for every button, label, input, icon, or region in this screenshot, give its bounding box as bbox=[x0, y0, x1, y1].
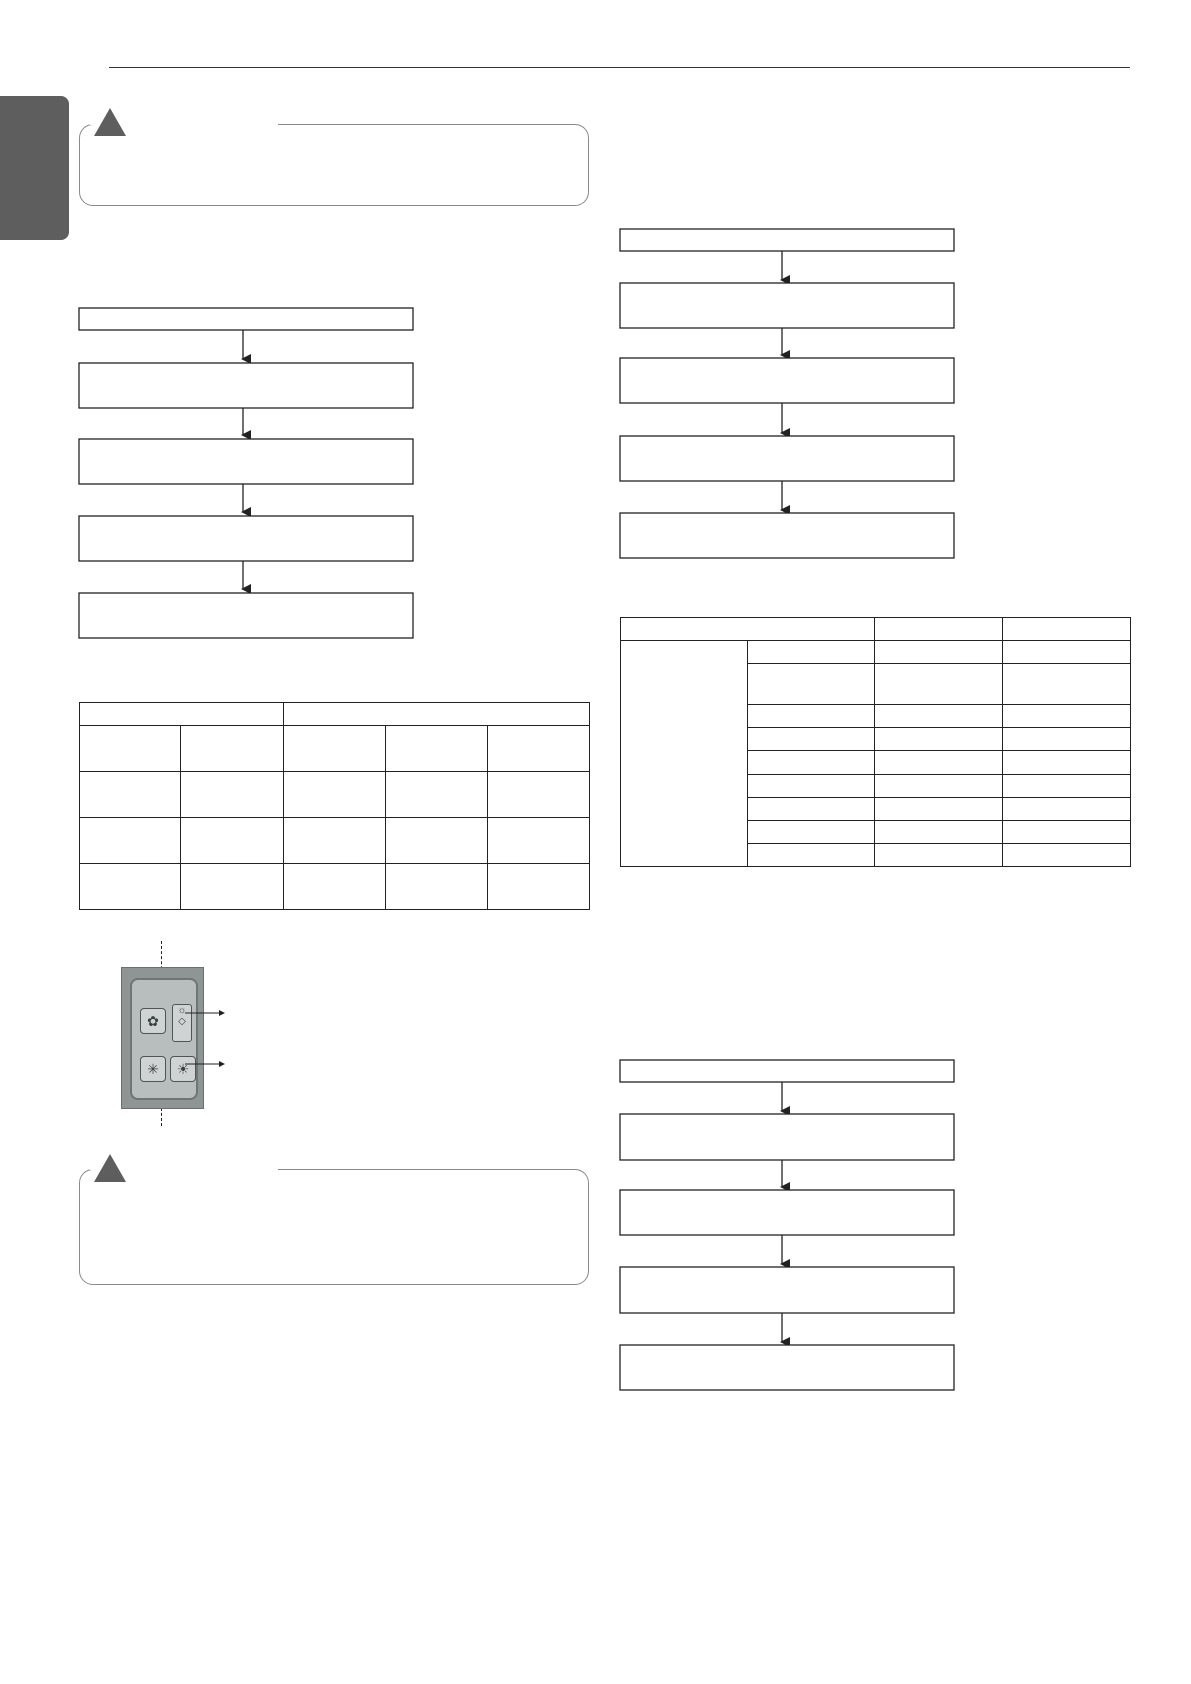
table-cell bbox=[748, 775, 875, 798]
table-cell bbox=[875, 844, 1003, 867]
table-cell bbox=[748, 705, 875, 728]
flow-step-4 bbox=[620, 1267, 954, 1313]
right-table bbox=[620, 617, 1131, 867]
table-cell bbox=[80, 818, 181, 864]
table-cell bbox=[181, 818, 284, 864]
table-row bbox=[80, 772, 590, 818]
flow-step-1 bbox=[620, 1060, 954, 1082]
section-side-tab bbox=[0, 96, 69, 240]
flow-step-5 bbox=[79, 593, 413, 638]
flow-step-3 bbox=[620, 358, 954, 403]
table-cell bbox=[284, 726, 386, 772]
table-cell bbox=[1003, 641, 1131, 664]
table-cell bbox=[284, 703, 590, 726]
left-table bbox=[79, 702, 590, 910]
table-row bbox=[80, 864, 590, 910]
flow-step-5 bbox=[620, 1345, 954, 1390]
table-cell bbox=[875, 775, 1003, 798]
table-cell bbox=[875, 728, 1003, 751]
table-cell bbox=[80, 772, 181, 818]
left-flowchart bbox=[78, 307, 416, 643]
flow-step-5 bbox=[620, 513, 954, 558]
right-top-flowchart bbox=[619, 228, 957, 560]
photo-callout-arrows bbox=[185, 1000, 230, 1080]
table-cell bbox=[284, 772, 386, 818]
table-cell bbox=[386, 726, 488, 772]
table-cell bbox=[181, 864, 284, 910]
table-cell bbox=[386, 818, 488, 864]
table-cell bbox=[621, 641, 748, 867]
table-row bbox=[621, 618, 1131, 641]
table-row bbox=[80, 703, 590, 726]
small-indicator-icon: ☼ ◇ bbox=[172, 1004, 192, 1042]
table-cell bbox=[80, 726, 181, 772]
table-cell bbox=[875, 705, 1003, 728]
table-row bbox=[80, 726, 590, 772]
table-cell bbox=[284, 818, 386, 864]
right-bottom-flowchart bbox=[619, 1059, 957, 1393]
table-cell bbox=[386, 772, 488, 818]
table-cell bbox=[748, 664, 875, 705]
flow-step-2 bbox=[620, 1114, 954, 1160]
table-cell bbox=[748, 728, 875, 751]
table-cell bbox=[1003, 705, 1131, 728]
table-cell bbox=[181, 772, 284, 818]
table-cell bbox=[748, 641, 875, 664]
table-cell bbox=[875, 798, 1003, 821]
flow-step-3 bbox=[620, 1190, 954, 1235]
warning-triangle-icon bbox=[93, 1153, 127, 1183]
table-cell bbox=[1003, 728, 1131, 751]
table-cell bbox=[181, 726, 284, 772]
flow-step-1 bbox=[79, 308, 413, 330]
table-cell bbox=[488, 818, 590, 864]
table-cell bbox=[1003, 751, 1131, 775]
flow-step-2 bbox=[620, 283, 954, 328]
flow-step-4 bbox=[620, 436, 954, 481]
callout-arrowhead-2 bbox=[219, 1061, 225, 1067]
table-cell bbox=[284, 864, 386, 910]
flow-step-1 bbox=[620, 229, 954, 251]
flow-step-2 bbox=[79, 363, 413, 408]
callout-arrowhead-1 bbox=[219, 1010, 225, 1016]
table-cell bbox=[621, 618, 875, 641]
table-cell bbox=[875, 641, 1003, 664]
table-cell bbox=[748, 751, 875, 775]
table-cell bbox=[1003, 821, 1131, 844]
table-cell bbox=[1003, 664, 1131, 705]
table-cell bbox=[748, 821, 875, 844]
sun-icon: ☀ bbox=[170, 1056, 196, 1082]
table-cell bbox=[748, 844, 875, 867]
warning-triangle-icon bbox=[93, 107, 127, 137]
table-cell bbox=[386, 864, 488, 910]
header-rule bbox=[109, 67, 1130, 68]
table-cell bbox=[488, 772, 590, 818]
table-cell bbox=[1003, 798, 1131, 821]
table-cell bbox=[1003, 844, 1131, 867]
flow-step-4 bbox=[79, 516, 413, 561]
table-cell bbox=[488, 726, 590, 772]
snowflake-icon: ✳ bbox=[140, 1056, 166, 1082]
fan-icon: ✿ bbox=[140, 1008, 166, 1034]
table-row bbox=[80, 818, 590, 864]
flow-step-3 bbox=[79, 439, 413, 484]
table-row bbox=[621, 641, 1131, 664]
caution-box-1 bbox=[79, 124, 589, 206]
table-cell bbox=[80, 703, 284, 726]
table-cell bbox=[875, 821, 1003, 844]
table-cell bbox=[875, 618, 1003, 641]
table-cell bbox=[1003, 618, 1131, 641]
table-cell bbox=[80, 864, 181, 910]
table-cell bbox=[748, 798, 875, 821]
table-cell bbox=[1003, 775, 1131, 798]
table-cell bbox=[488, 864, 590, 910]
caution-box-2 bbox=[79, 1169, 589, 1285]
table-cell bbox=[875, 751, 1003, 775]
table-cell bbox=[875, 664, 1003, 705]
